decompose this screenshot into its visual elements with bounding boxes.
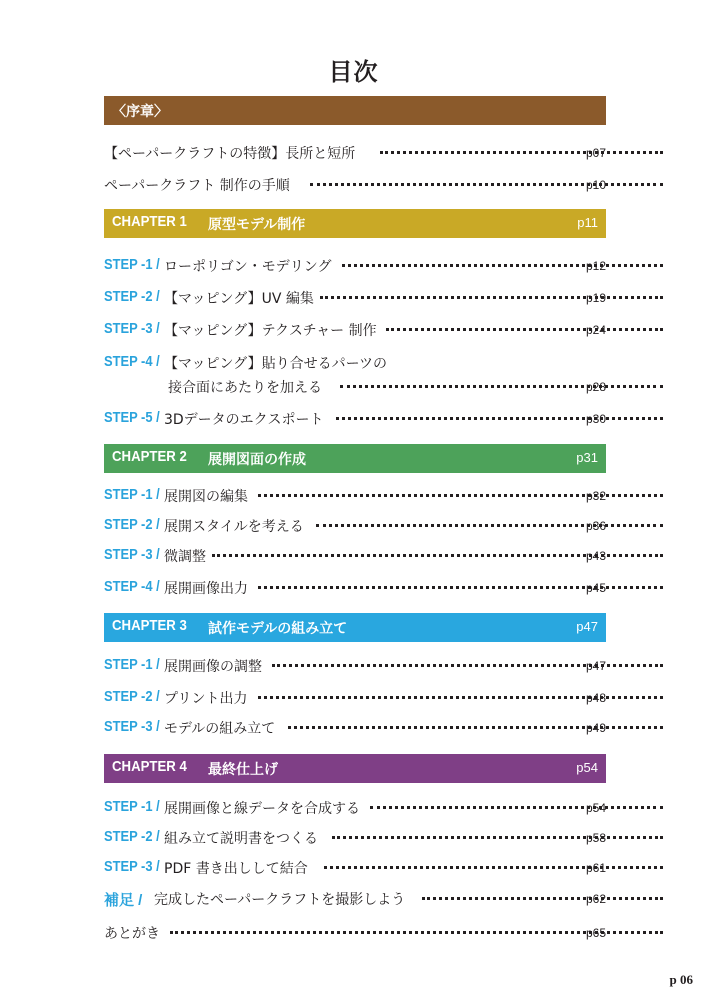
chapter-label: CHAPTER 1 xyxy=(112,213,187,230)
prologue-heading-band xyxy=(104,96,606,125)
toc-entry[interactable] xyxy=(104,486,606,508)
step-label: 補足 / xyxy=(104,892,143,909)
toc-entry-page: p30 xyxy=(585,412,606,426)
leader-dots xyxy=(370,806,663,813)
toc-entry-text: 【マッピング】貼り合せるパーツの xyxy=(164,356,388,372)
step-label: STEP -2 / xyxy=(104,288,160,305)
toc-entry-page: p58 xyxy=(585,831,606,845)
toc-entry-page: p12 xyxy=(585,259,606,273)
toc-entry-page: p49 xyxy=(585,721,606,735)
leader-dots xyxy=(342,264,663,271)
step-label: STEP -2 / xyxy=(104,516,160,533)
chapter-title: 原型モデル制作 xyxy=(208,217,306,233)
toc-entry[interactable] xyxy=(104,656,606,678)
chapter-2-band[interactable] xyxy=(104,444,606,473)
toc-entry-page: p65 xyxy=(585,926,606,940)
leader-dots xyxy=(386,328,663,335)
page-number: p 06 xyxy=(669,972,693,987)
toc-entry[interactable] xyxy=(104,288,606,310)
toc-entry-page: p24 xyxy=(585,323,606,337)
toc-entry-text: 組み立て説明書をつくる xyxy=(164,831,318,847)
step-label: STEP -2 / xyxy=(104,688,160,705)
toc-entry-text: 展開スタイルを考える xyxy=(164,519,304,535)
leader-dots xyxy=(310,183,663,190)
toc-entry-text: ローポリゴン・モデリング xyxy=(164,259,332,275)
chapter-title: 試作モデルの組み立て xyxy=(208,621,348,637)
toc-entry-text: 接合面にあたりを加える xyxy=(168,380,322,396)
chapter-page: p47 xyxy=(576,619,598,634)
toc-entry-text: 完成したペーパークラフトを撮影しよう xyxy=(154,892,406,908)
chapter-page: p31 xyxy=(576,450,598,465)
step-label: STEP -1 / xyxy=(104,798,160,815)
toc-entry-text: ペーパークラフト 制作の手順 xyxy=(104,178,290,194)
chapter-title: 展開図面の作成 xyxy=(208,452,306,468)
toc-entry[interactable] xyxy=(104,718,606,740)
toc-entry-page: p10 xyxy=(585,178,606,192)
leader-dots xyxy=(422,897,663,904)
chapter-label: CHAPTER 4 xyxy=(112,758,187,775)
chapter-label: CHAPTER 2 xyxy=(112,448,187,465)
leader-dots xyxy=(340,385,663,392)
prologue-heading: 〈序章〉 xyxy=(112,104,168,120)
chapter-4-band[interactable] xyxy=(104,754,606,783)
toc-entry[interactable] xyxy=(104,688,606,710)
toc-entry[interactable] xyxy=(104,923,606,945)
toc-entry-continuation[interactable] xyxy=(104,377,606,399)
toc-entry[interactable] xyxy=(104,889,606,911)
step-label: STEP -1 / xyxy=(104,486,160,503)
toc-entry[interactable] xyxy=(104,320,606,342)
leader-dots xyxy=(316,524,663,531)
chapter-1-band[interactable] xyxy=(104,209,606,238)
toc-entry-page: p28 xyxy=(585,380,606,394)
toc-entry-page: p43 xyxy=(585,549,606,563)
toc-entry-text: モデルの組み立て xyxy=(164,721,276,737)
toc-entry[interactable] xyxy=(104,798,606,820)
toc-entry[interactable] xyxy=(104,409,606,431)
chapter-page: p54 xyxy=(576,760,598,775)
toc-entry[interactable] xyxy=(104,546,606,568)
toc-entry-text: プリント出力 xyxy=(164,691,248,707)
step-label: STEP -3 / xyxy=(104,718,160,735)
step-label: STEP -3 / xyxy=(104,320,160,337)
leader-dots xyxy=(332,836,663,843)
leader-dots xyxy=(380,151,663,158)
toc-entry-text: 展開図の編集 xyxy=(164,489,248,505)
chapter-label: CHAPTER 3 xyxy=(112,617,187,634)
chapter-page: p11 xyxy=(577,215,598,230)
toc-entry[interactable] xyxy=(104,256,606,278)
leader-dots xyxy=(336,417,663,424)
toc-entry-page: p45 xyxy=(585,581,606,595)
step-label: STEP -4 / xyxy=(104,578,160,595)
toc-entry-text: 【ペーパークラフトの特徴】長所と短所 xyxy=(104,146,356,162)
toc-entry-text: 展開画像出力 xyxy=(164,581,248,597)
toc-entry[interactable] xyxy=(104,353,606,375)
toc-entry-text: 3Dデータのエクスポート xyxy=(164,412,324,428)
toc-entry-text: 微調整 xyxy=(164,549,206,565)
toc-entry-text: 展開画像の調整 xyxy=(164,659,262,675)
toc-entry-page: p19 xyxy=(585,291,606,305)
toc-entry-text: あとがき xyxy=(104,926,160,942)
chapter-title: 最終仕上げ xyxy=(208,762,278,778)
toc-entry-page: p62 xyxy=(585,892,606,906)
toc-entry-page: p36 xyxy=(585,519,606,533)
step-label: STEP -4 / xyxy=(104,353,160,370)
leader-dots xyxy=(288,726,663,733)
step-label: STEP -2 / xyxy=(104,828,160,845)
toc-entry[interactable] xyxy=(104,175,606,197)
leader-dots xyxy=(324,866,663,873)
toc-entry[interactable] xyxy=(104,143,606,165)
toc-entry-text: 【マッピング】UV 編集 xyxy=(164,291,314,307)
toc-entry-page: p32 xyxy=(585,489,606,503)
toc-entry-text: PDF 書き出しして結合 xyxy=(164,861,308,877)
page-title: 目次 xyxy=(328,58,379,86)
leader-dots xyxy=(320,296,663,303)
toc-entry-page: p07 xyxy=(585,146,606,160)
step-label: STEP -3 / xyxy=(104,546,160,563)
step-label: STEP -1 / xyxy=(104,656,160,673)
toc-entry[interactable] xyxy=(104,828,606,850)
step-label: STEP -5 / xyxy=(104,409,160,426)
step-label: STEP -3 / xyxy=(104,858,160,875)
toc-entry[interactable] xyxy=(104,578,606,600)
toc-entry[interactable] xyxy=(104,516,606,538)
toc-entry-text: 展開画像と線データを合成する xyxy=(164,801,360,817)
chapter-3-band[interactable] xyxy=(104,613,606,642)
toc-entry-text: 【マッピング】テクスチャー 制作 xyxy=(164,323,377,339)
toc-entry[interactable] xyxy=(104,858,606,880)
toc-entry-page: p61 xyxy=(585,861,606,875)
toc-entry-page: p54 xyxy=(585,801,606,815)
step-label: STEP -1 / xyxy=(104,256,160,273)
toc-entry-page: p47 xyxy=(585,659,606,673)
toc-entry-page: p48 xyxy=(585,691,606,705)
